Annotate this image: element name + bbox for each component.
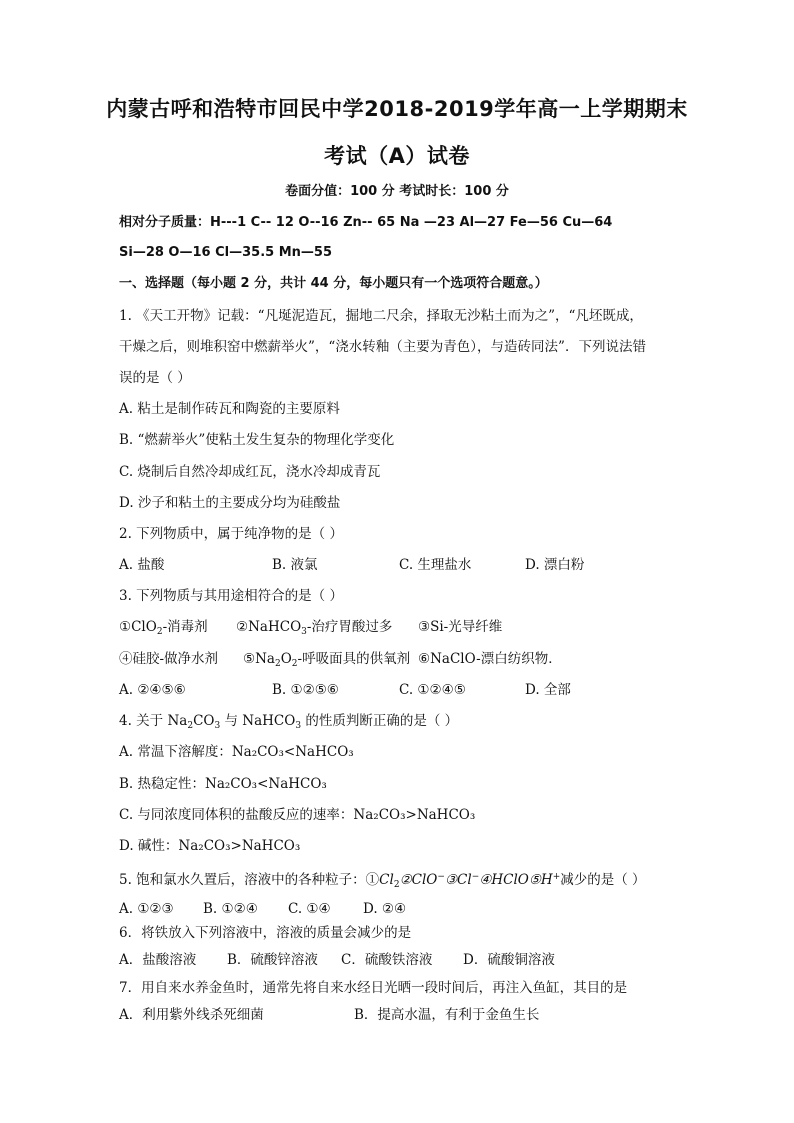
question-4-stem: 4. 关于 $Na_2CO_3$ 与 NaHCO$_3$ 的性质判断正确的是（ ） [119,713,459,731]
question-2-option-b: B. 液氯 [272,557,318,573]
question-7-option-b: B．提高水温，有利于金鱼生长 [354,1007,540,1023]
question-2-option-d: D. 漂白粉 [525,557,585,573]
question-1-option-b: B. “燃薪举火”使粘土发生复杂的物理化学变化 [119,432,395,448]
question-4-option-a: A. 常温下溶解度：Na₂CO₃<NaHCO₃ [119,744,354,760]
question-6-option-c: C．硫酸铁溶液 [341,952,433,968]
question-3-item-5: $⑤Na_2O_2-$呼吸面具的供氧剂 [243,651,411,669]
question-7-option-a: A．利用紫外线杀死细菌 [119,1007,264,1023]
question-3-stem: 3. 下列物质与其用途相符合的是（ ） [119,588,343,604]
question-2-option-a: A. 盐酸 [119,557,165,573]
page-title: 内蒙古呼和浩特市回民中学2018-2019学年高一上学期期末 [106,97,688,121]
question-1-option-a: A. 粘土是制作砖瓦和陶瓷的主要原料 [119,401,340,417]
question-3-item-2: ②NaHCO$_3$-治疗胃酸过多 [236,619,393,637]
molar-mass-line1: 相对分子质量：H---1 C-- 12 O--16 Zn-- 65 Na —23 Al—27 Fe—56 Cu—64 [119,215,613,230]
question-3-item-3: ③Si-光导纤维 [418,619,503,635]
section-heading: 一、选择题（每小题 2 分，共计 44 分，每小题只有一个选项符合题意。） [119,276,548,291]
question-7-stem: 7．用自来水养金鱼时，通常先将自来水经日光晒一段时间后，再注入鱼缸，其目的是 [119,980,628,996]
question-1-option-d: D. 沙子和粘土的主要成分均为硅酸盐 [119,495,341,511]
question-5-option-b: B. ①②④ [203,901,258,917]
question-1-option-c: C. 烧制后自然冷却成红瓦，浇水冷却成青瓦 [119,464,381,480]
question-1-stem-line1: 1. 《天工开物》记载：“凡埏泥造瓦，掘地二尺余，择取无沙粘土而为之”，“凡坯既成， [119,308,643,324]
question-3-option-d: D. 全部 [525,682,571,698]
question-6-option-b: B．硫酸锌溶液 [227,952,318,968]
question-5-option-a: A. ①②③ [119,901,174,917]
question-3-item-1: ①ClO$_2$-消毒剂 [119,619,208,637]
question-6-option-d: D．硫酸铜溶液 [463,952,555,968]
question-5-stem: 5. 饱和氯水久置后，溶液中的各种粒子：$①Cl_2②ClO^-③Cl^-④HClO⑤H^+$减少的是（ ） [119,872,646,890]
question-3-item-6: ⑥NaClO-漂白纺织物． [418,651,562,667]
question-3-option-a: A. ②④⑤⑥ [119,682,186,698]
molar-mass-line2: Si—28 O—16 Cl—35.5 Mn—55 [119,245,332,260]
question-2-option-c: C. 生理盐水 [399,557,472,573]
question-4-option-c: C. 与同浓度同体积的盐酸反应的速率：Na₂CO₃>NaHCO₃ [119,807,476,823]
question-1-stem-line2: 干燥之后，则堆积窑中燃薪举火”，“浇水转釉（主要为青色），与造砖同法”．下列说法错 [119,339,646,355]
page-title-line2: 考试（A）试卷 [324,144,470,168]
question-6-option-a: A．盐酸溶液 [119,952,197,968]
question-1-stem-line3: 误的是（ ） [119,370,191,386]
question-5-option-d: D. ②④ [363,901,407,917]
question-4-option-b: B. 热稳定性：Na₂CO₃<NaHCO₃ [119,776,327,792]
question-5-option-c: C. ①④ [288,901,331,917]
question-3-option-b: B. ①②⑤⑥ [272,682,339,698]
question-3-option-c: C. ①②④⑤ [399,682,466,698]
question-6-stem: 6．将铁放入下列溶液中，溶液的质量会减少的是 [119,925,412,941]
question-3-item-4: ④硅胶-做净水剂 [119,651,219,667]
question-2-stem: 2. 下列物质中，属于纯净物的是（ ） [119,526,343,542]
question-4-option-d: D. 碱性：Na₂CO₃>NaHCO₃ [119,838,301,854]
exam-info: 卷面分值：100 分 考试时长：100 分 [285,184,509,199]
